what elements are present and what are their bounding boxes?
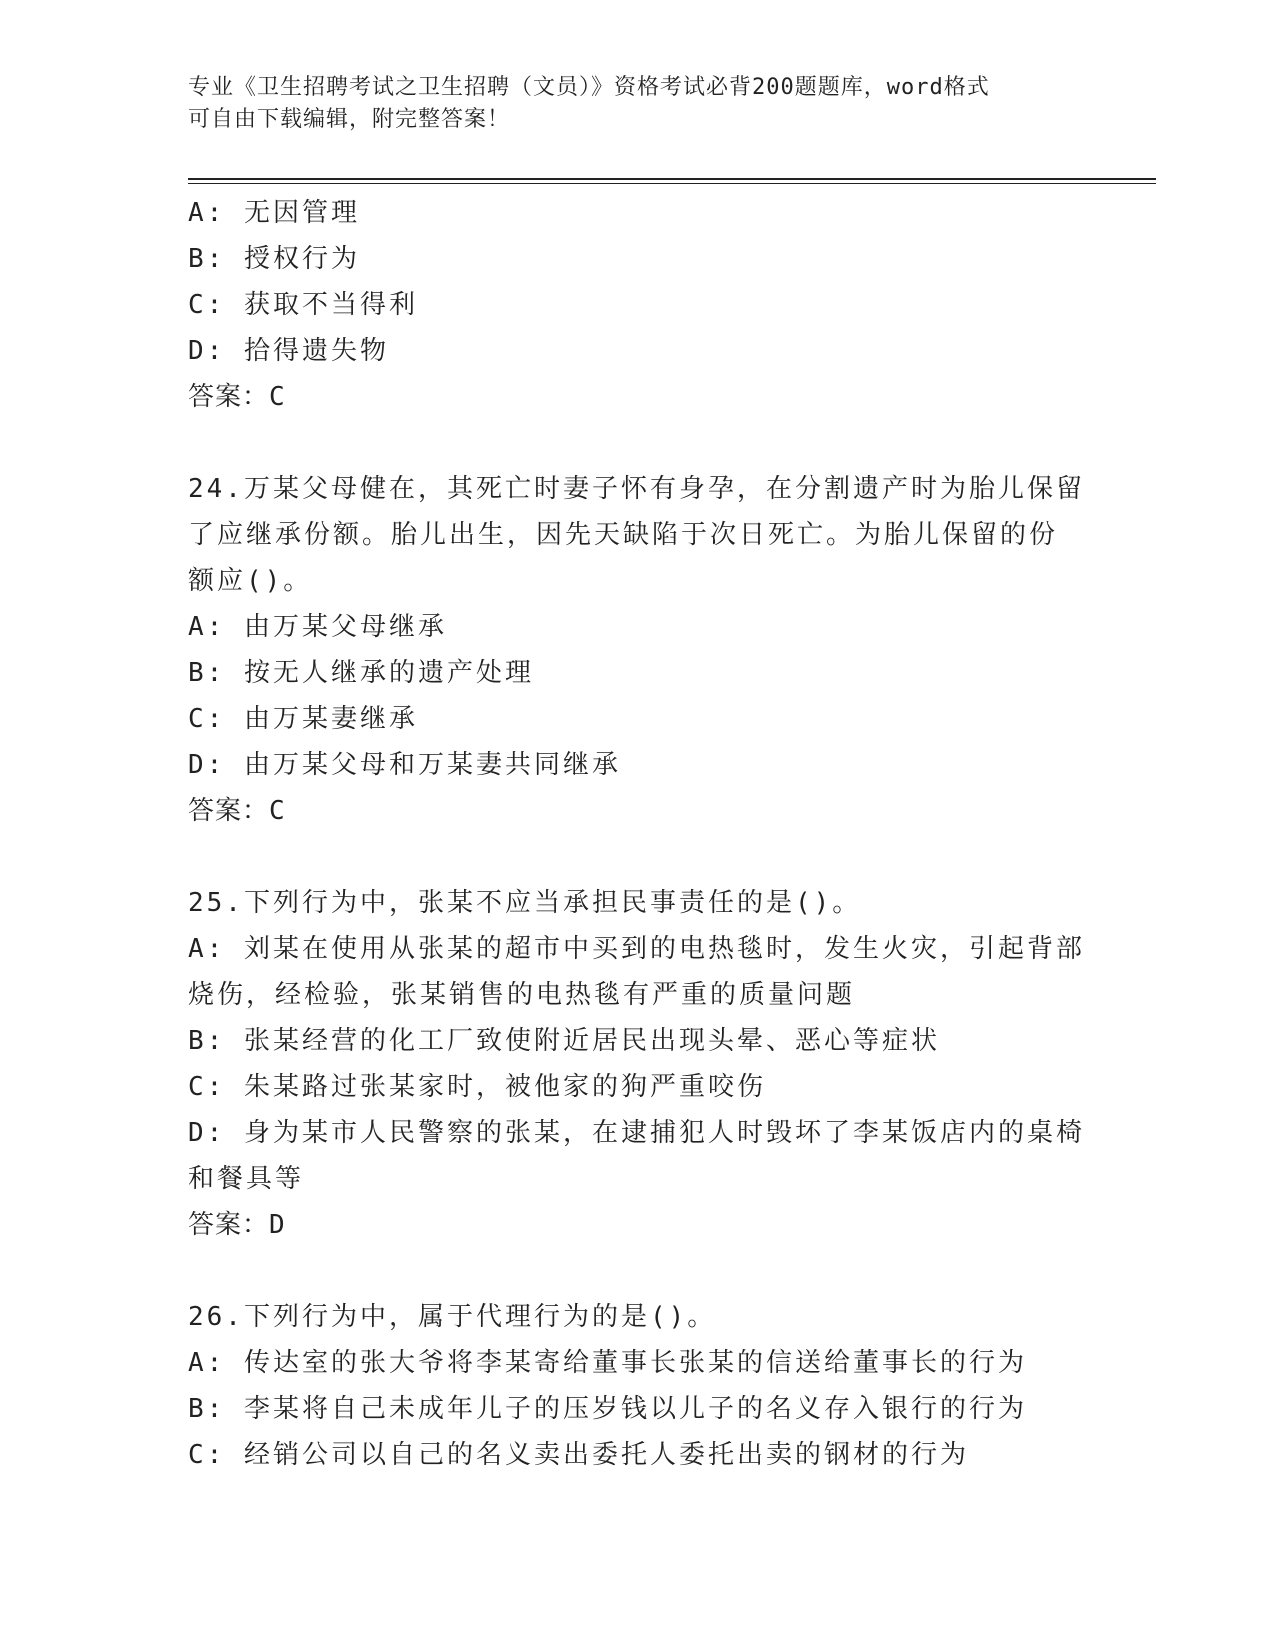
spacer xyxy=(188,1248,1088,1294)
q25-option-a-line-2: 烧伤，经检验，张某销售的电热毯有严重的质量问题 xyxy=(188,980,856,1010)
q23-answer: 答案：C xyxy=(188,382,286,412)
q23-option-d: D: 拾得遗失物 xyxy=(188,336,389,366)
q24-option-a: A: 由万某父母继承 xyxy=(188,612,447,642)
question-26-block xyxy=(188,1294,1088,1478)
q23-option-b: B: 授权行为 xyxy=(188,244,360,274)
question-content xyxy=(188,190,1088,1478)
q26-option-a: A: 传达室的张大爷将李某寄给董事长张某的信送给董事长的行为 xyxy=(188,1348,1027,1378)
q25-option-d-line-1: D: 身为某市人民警察的张某，在逮捕犯人时毁坏了李某饭店内的桌椅 xyxy=(188,1118,1085,1148)
q26-stem: 26.下列行为中，属于代理行为的是()。 xyxy=(188,1302,717,1332)
document-header xyxy=(188,72,1068,136)
q24-option-c: C: 由万某妻继承 xyxy=(188,704,418,734)
q25-option-a-line-1: A: 刘某在使用从张某的超市中买到的电热毯时，发生火灾，引起背部 xyxy=(188,934,1085,964)
q25-option-c: C: 朱某路过张某家时，被他家的狗严重咬伤 xyxy=(188,1072,766,1102)
q25-option-d-line-2: 和餐具等 xyxy=(188,1164,305,1194)
q23-option-a: A: 无因管理 xyxy=(188,198,360,228)
question-24-block xyxy=(188,466,1088,834)
header-rule-thick xyxy=(188,178,1156,180)
header-rule-thin xyxy=(188,183,1156,184)
q23-option-c: C: 获取不当得利 xyxy=(188,290,418,320)
question-23-block xyxy=(188,190,1088,420)
q24-option-b: B: 按无人继承的遗产处理 xyxy=(188,658,534,688)
question-25-block xyxy=(188,880,1088,1248)
q24-stem-line-2: 了应继承份额。胎儿出生，因先天缺陷于次日死亡。为胎儿保留的份 xyxy=(188,520,1059,550)
q25-answer: 答案：D xyxy=(188,1210,286,1240)
q25-option-b: B: 张某经营的化工厂致使附近居民出现头晕、恶心等症状 xyxy=(188,1026,940,1056)
header-line-1: 专业《卫生招聘考试之卫生招聘（文员）》资格考试必背200题题库，word格式 xyxy=(188,75,990,100)
q24-stem-line-3: 额应()。 xyxy=(188,566,313,596)
q26-option-c: C: 经销公司以自己的名义卖出委托人委托出卖的钢材的行为 xyxy=(188,1440,969,1470)
spacer xyxy=(188,420,1088,466)
spacer xyxy=(188,834,1088,880)
header-line-2: 可自由下载编辑，附完整答案！ xyxy=(188,107,511,132)
q24-option-d: D: 由万某父母和万某妻共同继承 xyxy=(188,750,621,780)
q24-stem-line-1: 24.万某父母健在，其死亡时妻子怀有身孕，在分割遗产时为胎儿保留 xyxy=(188,474,1085,504)
q25-stem: 25.下列行为中，张某不应当承担民事责任的是()。 xyxy=(188,888,862,918)
q24-answer: 答案：C xyxy=(188,796,286,826)
q26-option-b: B: 李某将自己未成年儿子的压岁钱以儿子的名义存入银行的行为 xyxy=(188,1394,1027,1424)
